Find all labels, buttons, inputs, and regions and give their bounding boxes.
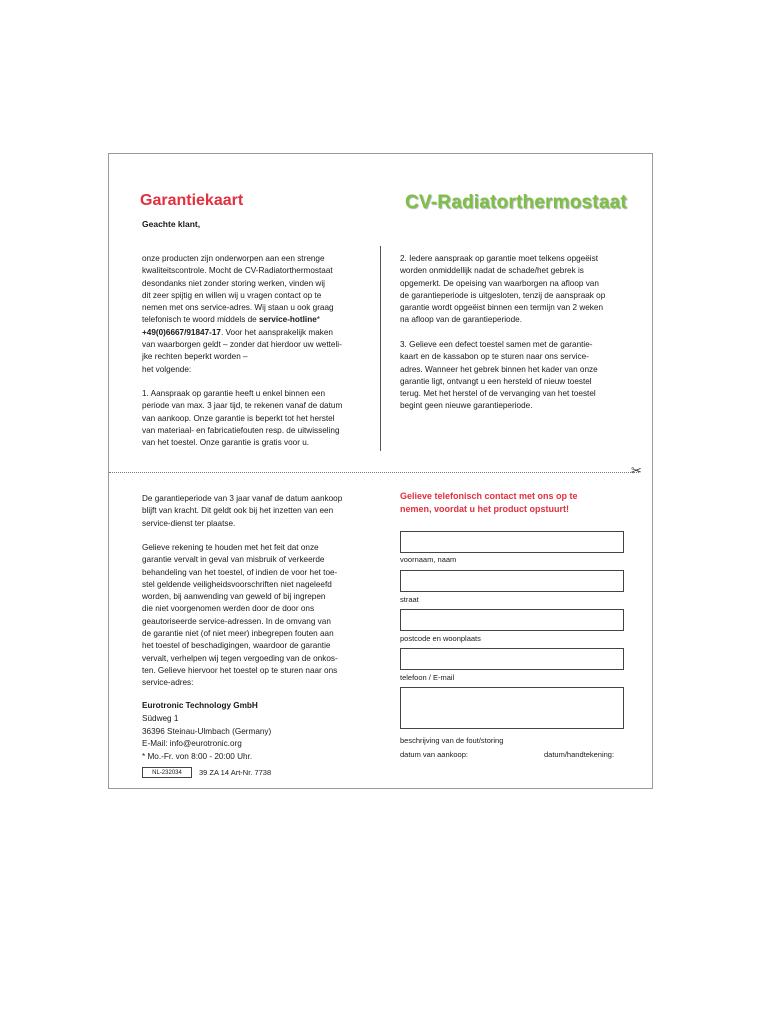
scissors-icon: ✂ <box>631 463 642 478</box>
warranty-clause-3: 3. Gelieve een defect toestel samen met de garantie- kaart en de kassabon op te sturen naar ons service- adres. Wanneer het gebrek binnen het kader van onze garantie ligt, ontvangt u een hersteld of nieuw toestel terug. Met het herstel of de vervanging van het toestel begint geen nieuwe garantieperiode. <box>400 340 598 411</box>
warranty-period-note: De garantieperiode van 3 jaar vanaf de datum aankoop blijft van kracht. Dit geldt ook bij het inzetten van een service-dienst ter plaatse. <box>142 494 343 528</box>
name-field-label: voornaam, naam <box>400 555 457 564</box>
intro-text-a: onze producten zijn onderworpen aan een strenge kwaliteitscontrole. Mocht de CV-Radiatorthermostaat desondanks niet zonder storing werken, vinden wij dit zeer spijtig en willen wij u vragen contact op te nemen met ons service-adres. Wij staan u ook graag telefonisch te woord middels de <box>142 254 334 325</box>
phone-contact-note: Gelieve telefonisch contact met ons op te nemen, voordat u het product opstuurt! <box>400 491 578 514</box>
warranty-clause-2: 2. Iedere aanspraak op garantie moet telkens opgeëist worden onmiddellijk nadat de schade/het gebrek is opgemerkt. De opeising van waarborgen na afloop van de garantieperiode is uitgesloten, tenzij de aanspraak op garantie wordt opgeëist binnen een termijn van 2 weken na afloop van de garantieperiode. <box>400 254 606 325</box>
purchase-date-label: datum van aankoop: <box>400 750 468 759</box>
company-address: Südweg 1 36396 Steinau-Ulmbach (Germany) E-Mail: info@eurotronic.org * Mo.-Fr. von 8:00 - 20:00 Uhr. <box>142 714 272 761</box>
street-field-label: straat <box>400 595 419 604</box>
cut-line <box>109 472 639 473</box>
intro-paragraph <box>142 253 374 376</box>
warranty-exclusions: Gelieve rekening te houden met het feit dat onze garantie vervalt in geval van misbruik of verkeerde behandeling van het toestel, of indien de voor het toe- stel geldende veiligheidsvoorschriften niet nageleefd worden, bij aanwending van geweld of bij ingrepen die niet voorgenomen werden door de door ons geautoriseerde service-adressen. In de omvang van de garantie niet (of niet meer) inbegrepen fouten aan het toestel of beschadigingen, waardoor de garantie vervalt, verhelpen wij tegen vergoeding van de onkos- ten. Gelieve hiervoor het toestel op te sturen naar ons service-adres: <box>142 543 338 688</box>
article-number: 39 ZA 14 Art-Nr. 7738 <box>199 768 272 777</box>
column-divider <box>380 246 381 451</box>
signature-label: datum/handtekening: <box>544 750 615 759</box>
phone-email-field[interactable] <box>400 648 624 670</box>
warranty-clause-1: 1. Aanspraak op garantie heeft u enkel binnen een periode van max. 3 jaar tijd, te rekenen vanaf de datum van aankoop. Onze garantie is beperkt tot het herstel van materiaal- en fabricatiefouten resp. de uitwisseling van het toestel. Onze garantie is gratis voor u. <box>142 389 343 448</box>
intro-text-c: . Voor het aansprakelijk maken van waarborgen geldt – zonder dat hierdoor uw wetteli- jke rechten beperkt worden – het volgende: <box>142 327 342 374</box>
salutation: Geachte klant, <box>142 219 201 229</box>
fault-description-field[interactable] <box>400 687 624 729</box>
product-title: CV-Radiatorthermostaat <box>405 192 627 213</box>
hotline-label: service-hotline <box>258 315 317 325</box>
street-field[interactable] <box>400 570 624 592</box>
postcode-city-field-label: postcode en woonplaats <box>400 634 481 643</box>
fault-description-label: beschrijving van de fout/storing <box>400 736 504 745</box>
document-code: NL-232034 <box>142 767 192 778</box>
postcode-city-field[interactable] <box>400 609 624 631</box>
warranty-card <box>108 153 653 789</box>
card-title: Garantiekaart <box>140 192 244 209</box>
company-name: Eurotronic Technology GmbH <box>142 701 258 710</box>
intro-text-b: * <box>316 315 320 325</box>
phone-email-field-label: telefoon / E-mail <box>400 673 455 682</box>
hotline-phone: +49(0)6667/91847-17 <box>142 327 221 337</box>
name-field[interactable] <box>400 531 624 553</box>
